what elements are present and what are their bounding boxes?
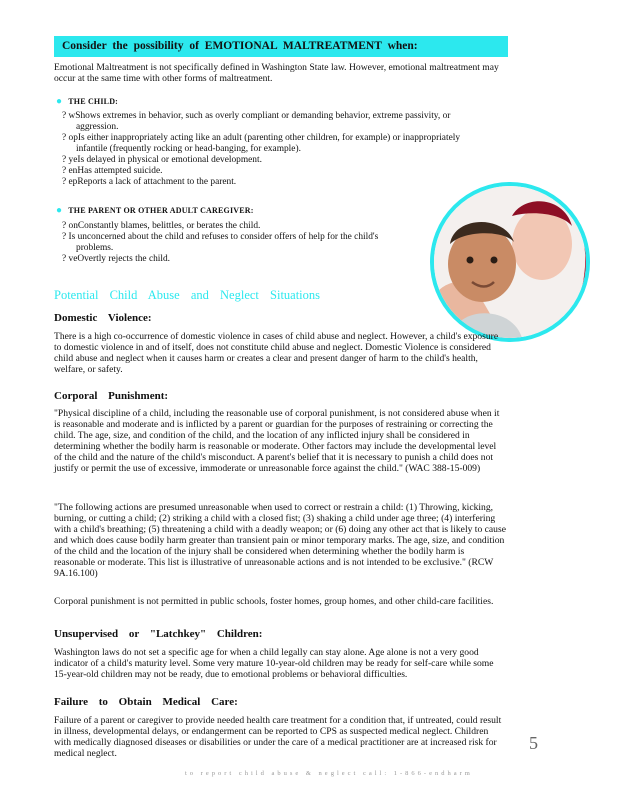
list-item: ? enHas attempted suicide. <box>62 166 163 176</box>
page-number: 5 <box>529 733 538 753</box>
list-item: ? yeIs delayed in physical or emotional development. <box>62 155 262 165</box>
corporal-punishment-body-1: "Physical discipline of a child, including the reasonable use of corporal punishment, is not considered abuse when it is reasonable and moderate and is inflicted by a parent or guardian for the purposes of restraining or correcting the child. The age, size, and condition of the child, and the location of any inflicted injury shall be considered in determining whether the bodily harm is reasonable or moderate. Other factors may include the developmental level of the child and the nature of the child's misconduct. A parent's belief that it is necessary to punish a child does not justify or permit the use of excessive, immoderate or unreasonable force against the child." (WAC 388-15-009) <box>54 408 500 474</box>
bullet-icon: ● <box>56 205 63 216</box>
parent-heading <box>56 205 254 216</box>
domestic-violence-title: Domestic Violence: <box>54 312 152 324</box>
corporal-punishment-body-3: Corporal punishment is not permitted in public schools, foster homes, group homes, and other child-care facilities. <box>54 596 494 607</box>
section-title: Potential Child Abuse and Neglect Situations <box>54 288 321 302</box>
list-item: ? veOvertly rejects the child. <box>62 254 171 264</box>
child-heading <box>56 96 118 107</box>
list-item: ? epReports a lack of attachment to the parent. <box>62 177 237 187</box>
emotional-maltreatment-banner: Consider the possibility of EMOTIONAL MALTREATMENT when: <box>54 36 508 57</box>
parent-heading-text: THE PARENT OR OTHER ADULT CAREGIVER: <box>68 206 254 215</box>
corporal-punishment-body-2: "The following actions are presumed unreasonable when used to correct or restrain a child: (1) Throwing, kicking, burning, or cutting a child; (2) striking a child with a closed fist; (3) shaking a child under age three; (4) interfering with a child's breathing; (5) threatening a child with a deadly weapon; or (6) doing any other act that is likely to cause and which does cause bodily harm greater than transient pain or minor temporary marks. The age, size, and condition of the child and the location of the injury shall be considered when determining whether the bodily harm is reasonable or moderate. This list is illustrative of unreasonable actions and is not intended to be exclusive." (RCW 9A.16.100) <box>54 502 506 579</box>
intro-paragraph: Emotional Maltreatment is not specifically defined in Washington State law. However, emotional maltreatment may occur at the same time with other forms of maltreatment. <box>54 62 499 84</box>
list-item: ? opIs either inappropriately acting like an adult (parenting other children, for example) or inappropriately infantile (frequently rocking or head-banging, for example). <box>62 133 461 154</box>
child-heading-text: THE CHILD: <box>68 97 119 106</box>
latchkey-title: Unsupervised or "Latchkey" Children: <box>54 628 263 640</box>
corporal-punishment-title: Corporal Punishment: <box>54 390 169 402</box>
footer-hotline: to report child abuse & neglect call: 1-866-endharm <box>185 770 473 777</box>
bullet-icon: ● <box>56 96 63 107</box>
mother-child-photo <box>430 182 590 342</box>
medical-care-title: Failure to Obtain Medical Care: <box>54 696 238 708</box>
list-item: ? onConstantly blames, belittles, or berates the child. <box>62 221 261 231</box>
list-item: ? Is unconcerned about the child and refuses to consider offers of help for the child's problems. <box>62 232 379 253</box>
list-item: ? wShows extremes in behavior, such as overly compliant or demanding behavior, extreme passivity, or aggression. <box>62 111 451 132</box>
parent-signs-list <box>62 221 392 265</box>
medical-care-body: Failure of a parent or caregiver to provide needed health care treatment for a condition that, if untreated, could result in illness, developmental delays, or endangerment can be reported to CPS as suspected medical neglect. Children with medically diagnosed diseases or disabilities or under the care of a medical practitioner are at increased risk for medical neglect. <box>54 715 502 759</box>
latchkey-body: Washington laws do not set a specific age for when a child legally can stay alone. Age alone is not a very good indicator of a child's maturity level. Some very mature 10-year-old children may be ready for self-care while some 15-year-old children may not be ready, due to emotional problems or behavioral difficulties. <box>54 647 494 680</box>
domestic-violence-body: There is a high co-occurrence of domestic violence in cases of child abuse and neglect. However, a child's exposure to domestic violence in and of itself, does not constitute child abuse and neglect. Domestic Violence is considered child abuse and neglect when it causes harm or creates a clear and present danger of harm to the child's health, welfare, or safety. <box>54 331 499 375</box>
photo-illustration-icon <box>434 186 586 338</box>
child-signs-list <box>62 111 462 188</box>
